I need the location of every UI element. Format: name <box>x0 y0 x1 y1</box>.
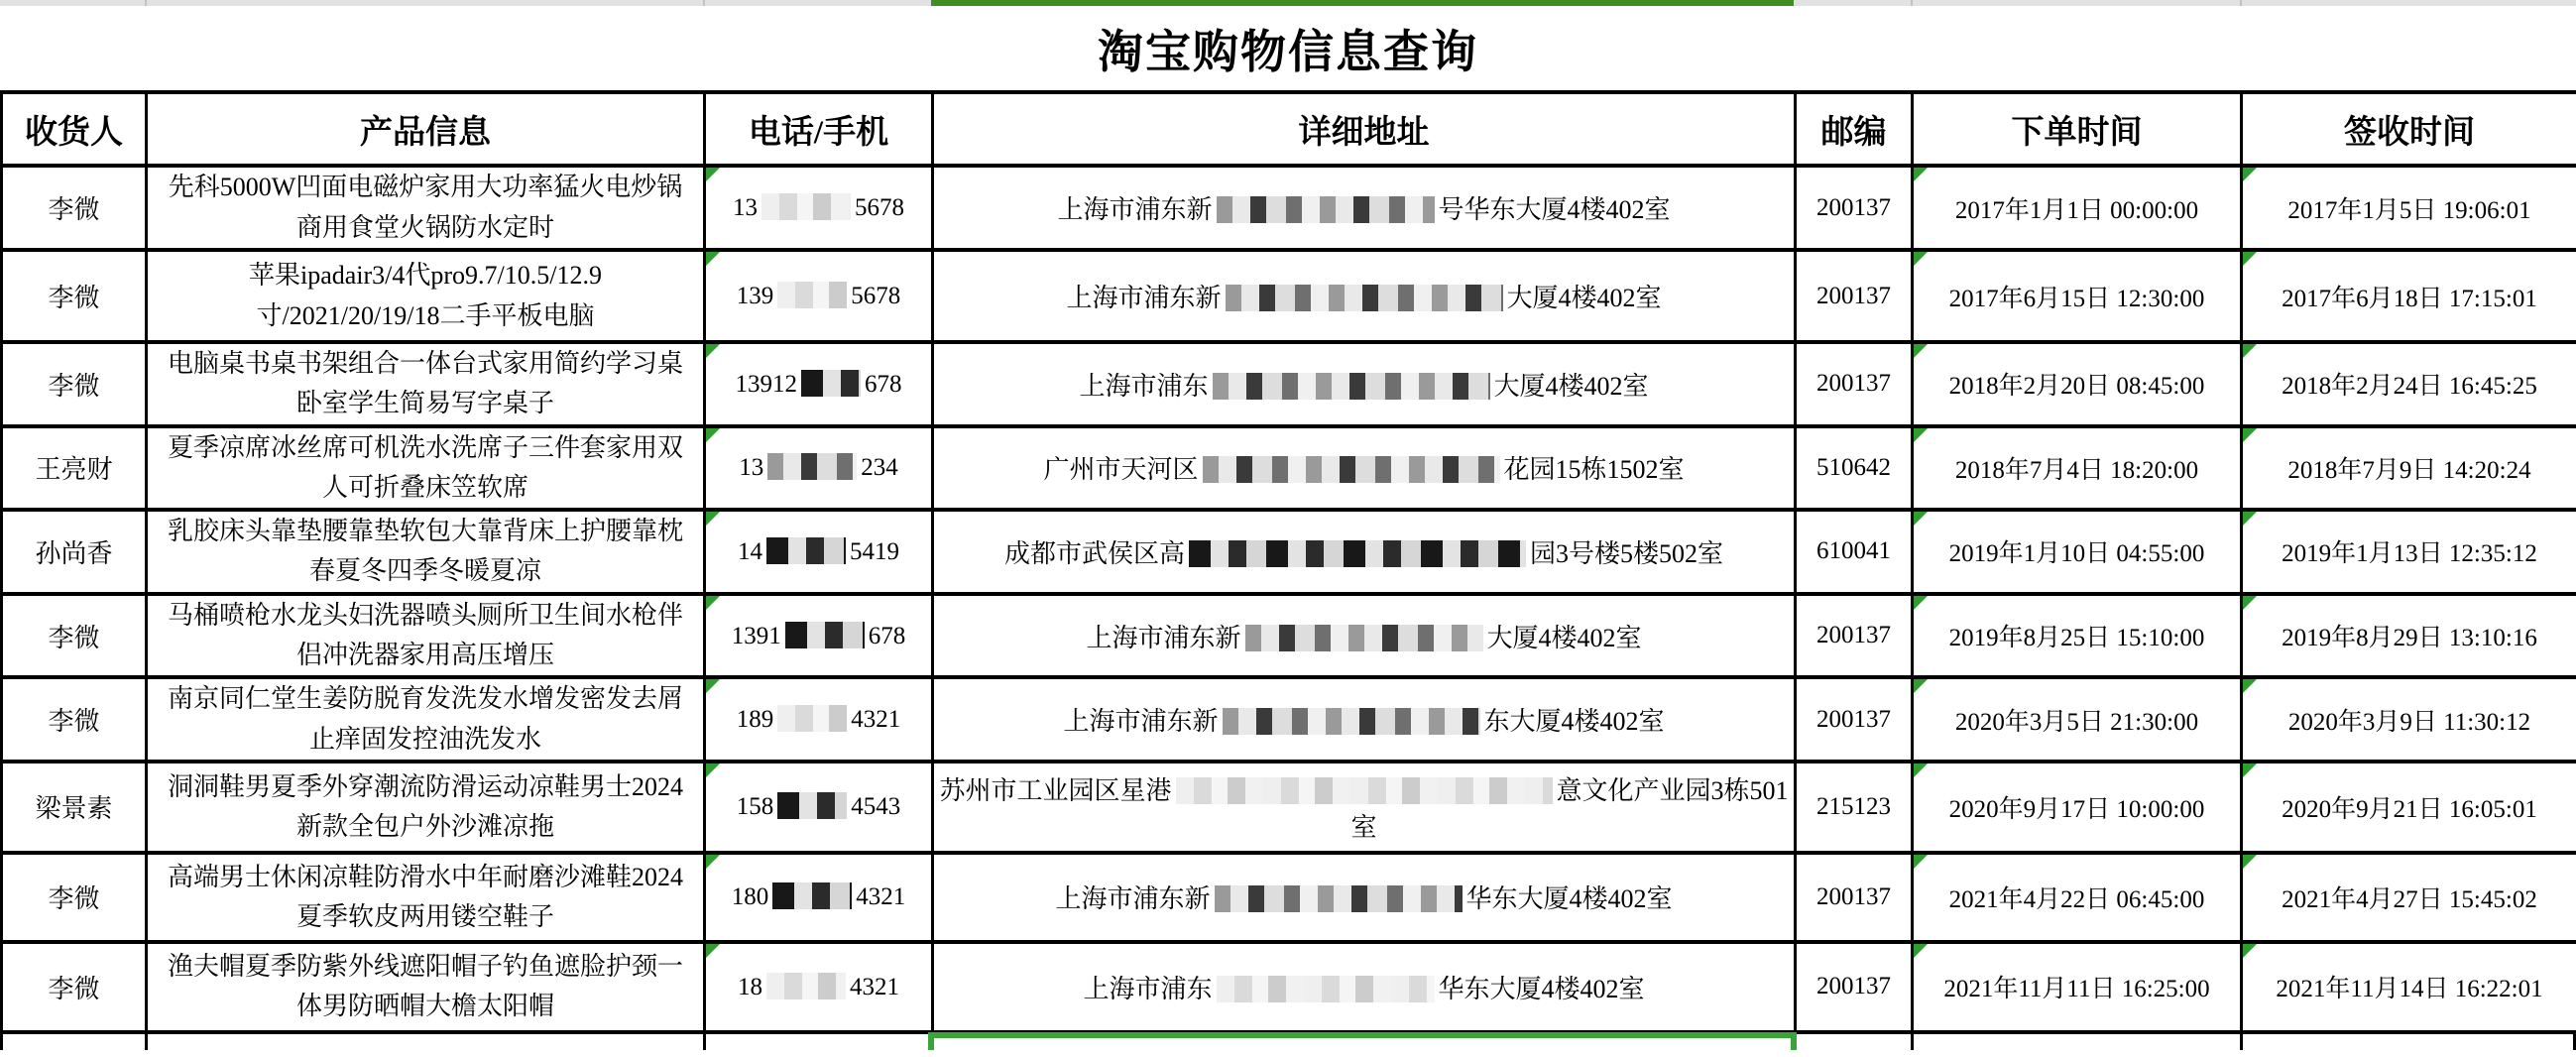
order-time: 2019年1月10日 04:55:00 <box>1948 540 2205 568</box>
stored-as-text-indicator-icon <box>1914 763 1928 777</box>
sign-time: 2019年1月13日 12:35:12 <box>2282 540 2537 568</box>
sign-time-cell[interactable] <box>2242 510 2576 594</box>
stored-as-text-indicator-icon <box>706 168 720 181</box>
address-prefix: 上海市浦东新 <box>1055 884 1211 914</box>
sign-time: 2020年9月21日 16:05:01 <box>2282 795 2537 823</box>
address-suffix: 园3号楼5楼502室 <box>1530 538 1724 568</box>
product-cell[interactable]: 苹果ipadair3/4代pro9.7/10.5/12.9寸/2021/20/19/18二手平板电脑 <box>147 250 705 342</box>
sign-time: 2017年1月5日 19:06:01 <box>2287 196 2531 224</box>
column-header-phone[interactable]: 电话/手机 <box>705 92 933 166</box>
address-prefix: 上海市浦东 <box>1079 371 1209 401</box>
recipient-cell[interactable]: 王亮财 <box>2 426 147 511</box>
phone-suffix: 5678 <box>851 283 901 309</box>
column-header-address[interactable]: 详细地址 <box>933 92 1796 166</box>
stored-as-text-indicator-icon <box>706 679 720 693</box>
address-suffix: 号华东大厦4楼402室 <box>1438 195 1671 224</box>
redaction-mosaic <box>785 622 865 648</box>
redaction-mosaic <box>1213 373 1490 400</box>
redaction-mosaic <box>801 370 861 397</box>
phone-suffix: 5678 <box>855 194 904 221</box>
sign-time-cell[interactable] <box>2242 762 2576 853</box>
sign-time: 2018年7月9日 14:20:24 <box>2287 456 2531 484</box>
stored-as-text-indicator-icon <box>706 763 720 777</box>
sign-time-cell[interactable] <box>2242 677 2576 762</box>
sign-time-cell[interactable] <box>2242 342 2576 426</box>
stored-as-text-indicator-icon <box>2243 596 2257 610</box>
phone-prefix: 158 <box>736 793 774 821</box>
column-header-order-time[interactable]: 下单时间 <box>1913 92 2242 166</box>
order-time-cell[interactable] <box>1913 762 2242 853</box>
sign-time: 2019年8月29日 13:10:16 <box>2282 625 2537 652</box>
postal-cell[interactable]: 610041 <box>1796 510 1913 594</box>
product-cell[interactable]: 马桶喷枪水龙头妇洗器喷头厕所卫生间水枪伴侣冲洗器家用高压增压 <box>147 594 705 678</box>
stored-as-text-indicator-icon <box>706 344 720 358</box>
postal-cell[interactable]: 200137 <box>1796 166 1913 250</box>
postal-cell[interactable]: 200137 <box>1796 250 1913 342</box>
phone-prefix: 180 <box>731 883 769 911</box>
phone-prefix: 13 <box>733 194 758 221</box>
redaction-mosaic <box>767 453 857 480</box>
grid-line <box>0 1034 3 1050</box>
strip-divider <box>1911 0 1913 6</box>
address-suffix: 意文化产业园3栋501室 <box>1350 775 1789 842</box>
address-prefix: 上海市浦东 <box>1083 974 1213 1003</box>
sign-time-cell[interactable] <box>2242 942 2576 1032</box>
order-time-cell[interactable] <box>1913 594 2242 678</box>
grid-line <box>1911 1034 1914 1050</box>
recipient-cell[interactable]: 李微 <box>2 166 147 250</box>
order-time-cell[interactable] <box>1913 166 2242 250</box>
recipient-cell[interactable]: 李微 <box>2 594 147 678</box>
table-row <box>2 942 2576 1032</box>
column-header-product[interactable]: 产品信息 <box>147 92 705 166</box>
table-row <box>2 426 2576 511</box>
phone-suffix: 4321 <box>856 883 906 911</box>
product-cell[interactable]: 夏季凉席冰丝席可机洗水洗席子三件套家用双人可折叠床笠软席 <box>147 426 705 511</box>
stored-as-text-indicator-icon <box>1914 168 1928 181</box>
address-prefix: 上海市浦东新 <box>1057 195 1213 224</box>
order-time: 2020年9月17日 10:00:00 <box>1948 795 2205 823</box>
order-time: 2019年8月25日 15:10:00 <box>1948 625 2205 652</box>
order-time: 2021年4月22日 06:45:00 <box>1948 885 2205 913</box>
sign-time-cell[interactable] <box>2242 853 2576 942</box>
redaction-mosaic <box>1217 196 1435 223</box>
recipient-cell[interactable]: 梁景素 <box>2 762 147 853</box>
postal-cell[interactable]: 200137 <box>1796 677 1913 762</box>
sheet-top-strip <box>0 0 2576 6</box>
order-time-cell[interactable] <box>1913 250 2242 342</box>
table-row <box>2 166 2576 250</box>
stored-as-text-indicator-icon <box>706 596 720 610</box>
table-row <box>2 594 2576 678</box>
phone-cell[interactable] <box>705 677 933 762</box>
phone-cell[interactable] <box>705 594 933 678</box>
product-cell[interactable]: 先科5000W凹面电磁炉家用大功率猛火电炒锅商用食堂火锅防水定时 <box>147 166 705 250</box>
address-suffix: 华东大厦4楼402室 <box>1438 974 1645 1003</box>
column-header-postal[interactable]: 邮编 <box>1796 92 1913 166</box>
phone-prefix: 1391 <box>731 622 781 649</box>
recipient-cell[interactable]: 李微 <box>2 942 147 1032</box>
address-prefix: 上海市浦东新 <box>1063 707 1219 737</box>
selected-column-highlight <box>931 0 1794 6</box>
stored-as-text-indicator-icon <box>1914 428 1928 442</box>
grid-line <box>145 1034 148 1050</box>
stored-as-text-indicator-icon <box>2243 944 2257 958</box>
phone-suffix: 5419 <box>850 537 899 565</box>
phone-suffix: 4321 <box>850 973 899 1000</box>
table-row <box>2 853 2576 942</box>
address-suffix: 大厦4楼402室 <box>1506 284 1662 312</box>
stored-as-text-indicator-icon <box>1914 855 1928 869</box>
stored-as-text-indicator-icon <box>706 855 720 869</box>
stored-as-text-indicator-icon <box>706 252 720 266</box>
redaction-mosaic <box>766 973 846 999</box>
phone-cell[interactable] <box>705 853 933 942</box>
address-cell[interactable] <box>933 426 1796 511</box>
recipient-cell[interactable]: 李微 <box>2 342 147 426</box>
stored-as-text-indicator-icon <box>2243 428 2257 442</box>
table-row <box>2 342 2576 426</box>
address-cell[interactable] <box>933 342 1796 426</box>
phone-cell[interactable] <box>705 166 933 250</box>
table-row <box>2 510 2576 594</box>
product-cell[interactable]: 洞洞鞋男夏季外穿潮流防滑运动凉鞋男士2024新款全包户外沙滩凉拖 <box>147 762 705 853</box>
address-suffix: 华东大厦4楼402室 <box>1465 884 1673 914</box>
postal-cell[interactable]: 200137 <box>1796 594 1913 678</box>
grid-line <box>703 1034 706 1050</box>
redaction-mosaic <box>1245 625 1483 651</box>
stored-as-text-indicator-icon <box>2243 679 2257 693</box>
phone-suffix: 4543 <box>851 793 901 821</box>
stored-as-text-indicator-icon <box>2243 512 2257 526</box>
postal-cell[interactable]: 200137 <box>1796 342 1913 426</box>
product-cell[interactable]: 南京同仁堂生姜防脱育发洗发水增发密发去屑止痒固发控油洗发水 <box>147 677 705 762</box>
address-suffix: 大厦4楼402室 <box>1486 623 1642 652</box>
orders-table <box>0 90 2576 1034</box>
phone-cell[interactable] <box>705 426 933 511</box>
phone-cell[interactable] <box>705 510 933 594</box>
postal-cell[interactable]: 200137 <box>1796 942 1913 1032</box>
address-prefix: 上海市浦东新 <box>1086 623 1241 652</box>
phone-prefix: 13 <box>739 454 764 482</box>
order-time-cell[interactable] <box>1913 342 2242 426</box>
postal-cell[interactable]: 200137 <box>1796 853 1913 942</box>
address-cell[interactable] <box>933 594 1796 678</box>
order-time-cell[interactable] <box>1913 510 2242 594</box>
order-time-cell[interactable] <box>1913 853 2242 942</box>
phone-prefix: 14 <box>738 537 762 565</box>
redaction-mosaic <box>1215 885 1463 912</box>
stored-as-text-indicator-icon <box>1914 344 1928 358</box>
table-row <box>2 677 2576 762</box>
redaction-mosaic <box>1226 285 1503 311</box>
phone-suffix: 678 <box>865 370 902 398</box>
stored-as-text-indicator-icon <box>2243 763 2257 777</box>
order-time: 2018年7月4日 18:20:00 <box>1954 456 2199 484</box>
sign-time: 2018年2月24日 16:45:25 <box>2282 373 2537 401</box>
column-header-sign-time[interactable]: 签收时间 <box>2242 92 2576 166</box>
stored-as-text-indicator-icon <box>2243 855 2257 869</box>
address-cell[interactable] <box>933 677 1796 762</box>
order-time: 2017年1月1日 00:00:00 <box>1954 196 2199 224</box>
phone-suffix: 4321 <box>851 706 901 734</box>
product-cell[interactable]: 渔夫帽夏季防紫外线遮阳帽子钓鱼遮脸护颈一体男防晒帽大檐太阳帽 <box>147 942 705 1032</box>
order-time: 2021年11月11日 16:25:00 <box>1943 976 2210 1003</box>
order-time: 2017年6月15日 12:30:00 <box>1948 285 2205 312</box>
postal-cell[interactable]: 215123 <box>1796 762 1913 853</box>
redaction-mosaic <box>777 705 847 732</box>
stored-as-text-indicator-icon <box>1914 596 1928 610</box>
address-cell[interactable] <box>933 250 1796 342</box>
phone-prefix: 139 <box>736 283 774 309</box>
redaction-mosaic <box>1223 708 1480 735</box>
phone-cell[interactable] <box>705 342 933 426</box>
address-cell[interactable] <box>933 942 1796 1032</box>
order-time: 2020年3月5日 21:30:00 <box>1954 708 2199 736</box>
strip-divider <box>145 0 147 6</box>
stored-as-text-indicator-icon <box>1914 944 1928 958</box>
product-cell[interactable]: 高端男士休闲凉鞋防滑水中年耐磨沙滩鞋2024夏季软皮两用镂空鞋子 <box>147 853 705 942</box>
order-time-cell[interactable] <box>1913 677 2242 762</box>
address-cell[interactable] <box>933 166 1796 250</box>
address-suffix: 花园15栋1502室 <box>1503 455 1685 485</box>
address-cell[interactable] <box>933 853 1796 942</box>
address-suffix: 大厦4楼402室 <box>1493 371 1649 401</box>
page-title: 淘宝购物信息查询 <box>1098 26 1478 77</box>
order-time: 2018年2月20日 08:45:00 <box>1948 373 2205 401</box>
redaction-mosaic <box>1189 540 1526 567</box>
address-suffix: 东大厦4楼402室 <box>1483 707 1665 737</box>
sign-time: 2021年4月27日 15:45:02 <box>2282 885 2537 913</box>
phone-prefix: 189 <box>736 706 774 734</box>
stored-as-text-indicator-icon <box>1914 512 1928 526</box>
recipient-cell[interactable]: 李微 <box>2 250 147 342</box>
redaction-mosaic <box>766 537 846 564</box>
column-header-recipient[interactable]: 收货人 <box>2 92 147 166</box>
redaction-mosaic <box>1203 456 1500 483</box>
partial-next-row <box>0 1034 2576 1050</box>
sign-time: 2017年6月18日 17:15:01 <box>2282 285 2537 312</box>
stored-as-text-indicator-icon <box>706 428 720 442</box>
selected-cell-outline[interactable] <box>928 1032 1797 1050</box>
address-prefix: 广州市天河区 <box>1043 455 1199 485</box>
recipient-cell[interactable]: 李微 <box>2 853 147 942</box>
strip-divider <box>703 0 705 6</box>
sign-time-cell[interactable] <box>2242 166 2576 250</box>
redaction-mosaic <box>772 882 852 909</box>
product-cell[interactable]: 乳胶床头靠垫腰靠垫软包大靠背床上护腰靠枕春夏冬四季冬暖夏凉 <box>147 510 705 594</box>
address-prefix: 苏州市工业园区星港 <box>939 775 1172 805</box>
recipient-cell[interactable]: 孙尚香 <box>2 510 147 594</box>
sign-time-cell[interactable] <box>2242 594 2576 678</box>
phone-cell[interactable] <box>705 942 933 1032</box>
stored-as-text-indicator-icon <box>706 944 720 958</box>
phone-prefix: 13912 <box>735 370 797 398</box>
stored-as-text-indicator-icon <box>2243 168 2257 181</box>
phone-prefix: 18 <box>738 973 762 1000</box>
address-prefix: 上海市浦东新 <box>1066 284 1222 312</box>
phone-cell[interactable] <box>705 762 933 853</box>
redaction-mosaic <box>777 282 847 308</box>
address-prefix: 成都市武侯区高 <box>1003 538 1185 568</box>
sign-time-cell[interactable] <box>2242 426 2576 511</box>
stored-as-text-indicator-icon <box>706 512 720 526</box>
sign-time: 2020年3月9日 11:30:12 <box>2287 708 2531 736</box>
recipient-cell[interactable]: 李微 <box>2 677 147 762</box>
order-time-cell[interactable] <box>1913 426 2242 511</box>
product-cell[interactable]: 电脑桌书桌书架组合一体台式家用简约学习桌卧室学生简易写字桌子 <box>147 342 705 426</box>
sign-time: 2021年11月14日 16:22:01 <box>2276 976 2543 1003</box>
phone-suffix: 234 <box>861 454 898 482</box>
sign-time-cell[interactable] <box>2242 250 2576 342</box>
strip-divider <box>2240 0 2242 6</box>
postal-cell[interactable]: 510642 <box>1796 426 1913 511</box>
phone-suffix: 678 <box>868 622 906 649</box>
grid-line <box>2240 1034 2243 1050</box>
stored-as-text-indicator-icon <box>1914 679 1928 693</box>
redaction-mosaic <box>1217 976 1435 1002</box>
redaction-mosaic <box>777 792 847 819</box>
redaction-mosaic <box>1176 777 1553 804</box>
stored-as-text-indicator-icon <box>2243 344 2257 358</box>
header-row <box>2 92 2576 166</box>
table-row <box>2 250 2576 342</box>
title-cell[interactable] <box>0 6 2576 90</box>
stored-as-text-indicator-icon <box>2243 252 2257 266</box>
order-time-cell[interactable] <box>1913 942 2242 1032</box>
address-cell[interactable] <box>933 762 1796 853</box>
table-row <box>2 762 2576 853</box>
address-cell[interactable] <box>933 510 1796 594</box>
phone-cell[interactable] <box>705 250 933 342</box>
stored-as-text-indicator-icon <box>1914 252 1928 266</box>
redaction-mosaic <box>761 193 851 220</box>
